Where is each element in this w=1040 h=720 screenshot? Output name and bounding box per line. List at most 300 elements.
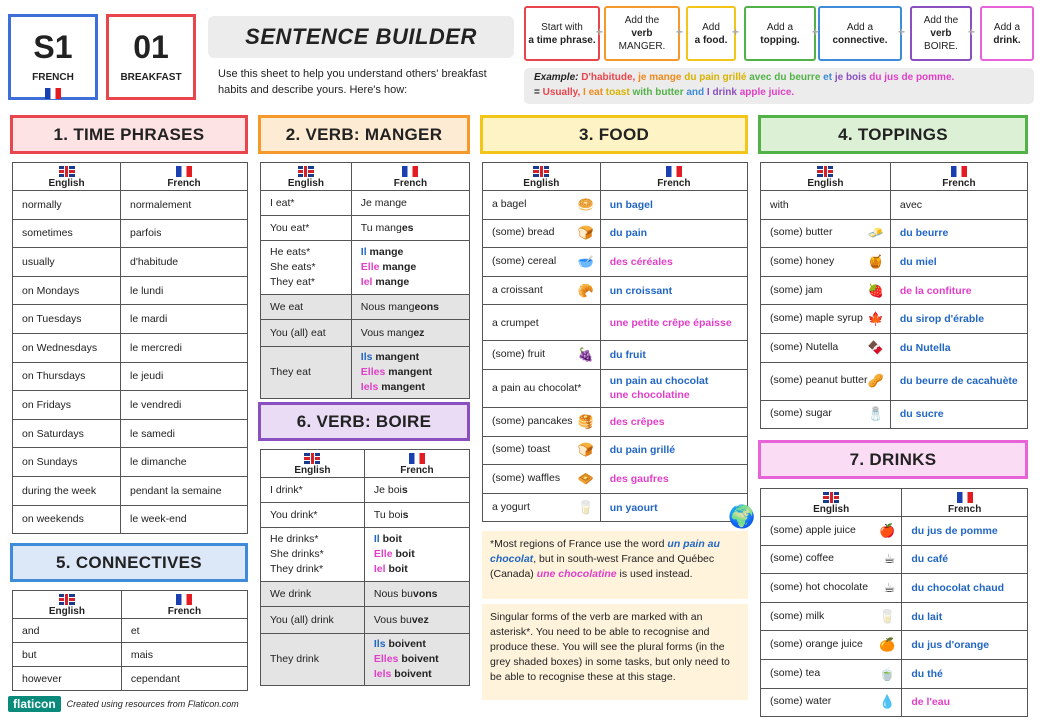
table-row <box>13 643 248 667</box>
french-cell <box>600 493 747 522</box>
french-cell <box>902 659 1028 688</box>
step-pre: Start with <box>541 21 583 33</box>
english-line: You (all) eat <box>270 326 326 339</box>
english-cell <box>761 191 891 220</box>
french-value: un pain au chocolat <box>609 375 709 388</box>
item-label: a bagel <box>492 197 527 210</box>
flaticon-logo: flaticon <box>8 696 61 712</box>
french-line <box>374 532 460 547</box>
french-ending: boit <box>392 548 415 560</box>
french-ending: mangent <box>385 366 432 378</box>
english-line: You drink* <box>270 508 318 521</box>
french-cell <box>890 276 1027 305</box>
step-text <box>993 21 1020 47</box>
french-ending: ez <box>413 326 425 339</box>
drinks-table <box>760 488 1028 717</box>
french-stem: Vous bu <box>373 613 412 626</box>
english-cell <box>261 216 352 241</box>
french-cell <box>890 191 1027 220</box>
header-french <box>121 163 248 191</box>
some-butter-icon: 🧈 <box>867 225 884 241</box>
french-cell: le week-end <box>121 505 248 534</box>
note1-text-a: *Most regions of France use the word <box>490 538 668 550</box>
footer <box>8 696 239 712</box>
table-row <box>761 517 1028 546</box>
step-text <box>832 21 887 47</box>
item-label: (some) milk <box>770 609 825 622</box>
french-ending: eons <box>414 300 439 313</box>
english-cell <box>761 305 891 334</box>
header-english <box>761 163 891 191</box>
table-row <box>261 191 470 216</box>
french-ending: vons <box>412 587 438 600</box>
french-value: des céréales <box>609 255 673 268</box>
french-cell <box>902 574 1028 603</box>
header-french-label: French <box>657 178 691 189</box>
table-header-row <box>13 591 248 619</box>
english-cell <box>261 582 365 607</box>
example-english <box>534 85 1024 100</box>
french-cell: le vendredi <box>121 391 248 420</box>
french-flag-icon <box>45 88 61 99</box>
section-toppings-header: 4. TOPPINGS <box>758 115 1028 154</box>
french-line <box>374 483 460 498</box>
french-value: du lait <box>911 610 943 623</box>
french-line <box>374 508 460 523</box>
some-sugar-icon: 🧂 <box>867 406 884 422</box>
french-cell <box>600 407 747 436</box>
english-cell <box>483 248 601 277</box>
section-food-header: 3. FOOD <box>480 115 748 154</box>
table-row <box>483 305 748 341</box>
item-label: (some) water <box>770 695 832 708</box>
table-row <box>761 659 1028 688</box>
french-flag-icon <box>951 166 967 177</box>
english-cell <box>261 295 352 320</box>
header-english-label: English <box>294 465 331 476</box>
some-jam-icon: 🍓 <box>867 282 884 298</box>
french-line <box>361 350 460 365</box>
plus-icon: + <box>897 25 905 39</box>
french-value: du jus d'orange <box>911 639 990 652</box>
note1-text-e: is used instead. <box>616 568 693 580</box>
french-cell <box>902 688 1028 717</box>
english-cell: on Mondays <box>13 276 121 305</box>
step-6 <box>910 6 972 61</box>
table-row <box>13 305 248 334</box>
french-cell <box>351 295 469 320</box>
french-cell <box>364 478 469 503</box>
english-cell <box>261 191 352 216</box>
english-cell: sometimes <box>13 219 121 248</box>
table-row <box>261 295 470 320</box>
unit-name: BREAKFAST <box>120 72 182 83</box>
french-stem: Ils <box>360 351 373 363</box>
note1-text-d: une chocolatine <box>536 568 617 580</box>
french-line <box>361 300 460 315</box>
french-value: une petite crêpe épaisse <box>609 316 732 329</box>
english-cell <box>261 347 352 399</box>
table-row <box>761 362 1028 400</box>
header-french <box>121 591 247 619</box>
table-row <box>13 419 248 448</box>
french-cell <box>600 248 747 277</box>
step-pre: Add a <box>766 21 794 33</box>
table-row <box>261 478 470 503</box>
english-cell <box>761 659 902 688</box>
plus-icon: + <box>731 25 739 39</box>
header-french-label: French <box>947 504 982 515</box>
header-french <box>351 163 469 191</box>
uk-flag-icon <box>298 166 314 177</box>
step-bold: drink. <box>993 34 1021 46</box>
header-french-label: French <box>393 178 428 189</box>
english-cell <box>761 276 891 305</box>
table-row <box>483 341 748 370</box>
uk-flag-icon <box>817 166 833 177</box>
table-row <box>13 476 248 505</box>
table-header-row <box>483 163 748 191</box>
header-english <box>261 163 352 191</box>
table-header-row <box>13 163 248 191</box>
item-label: a pain au chocolat* <box>492 382 582 395</box>
step-pre: Add a <box>993 21 1021 33</box>
english-cell: on Fridays <box>13 391 121 420</box>
english-cell <box>761 688 902 717</box>
table-row <box>761 602 1028 631</box>
connectives-table <box>12 590 248 691</box>
french-stem: Tu mang <box>360 221 402 234</box>
table-row <box>261 582 470 607</box>
item-label: (some) peanut butter <box>770 374 868 387</box>
french-value: du jus de pomme <box>911 524 998 537</box>
french-ending: mange <box>372 276 410 288</box>
french-flag-icon <box>402 166 418 177</box>
english-cell <box>261 478 365 503</box>
item-label: (some) honey <box>770 254 835 267</box>
french-value: du café <box>911 553 949 566</box>
example-fr-part: je bois <box>832 72 867 83</box>
table-row <box>483 436 748 465</box>
table-row <box>483 369 748 407</box>
header-english-label: English <box>287 178 324 189</box>
english-line: He drinks* <box>270 533 319 545</box>
table-row <box>13 505 248 534</box>
english-cell: on Sundays <box>13 448 121 477</box>
header-english-label: English <box>48 178 85 189</box>
item-label: a crumpet <box>492 316 539 329</box>
french-cell <box>902 602 1028 631</box>
english-cell <box>761 574 902 603</box>
french-cell <box>600 219 747 248</box>
english-line: We eat <box>270 300 304 313</box>
table-row <box>483 276 748 305</box>
globe-icon: 🌍 <box>728 504 756 529</box>
french-value: un croissant <box>609 284 673 297</box>
french-cell: normalement <box>121 191 248 220</box>
french-cell <box>890 305 1027 334</box>
item-label: (some) Nutella <box>770 340 839 353</box>
french-stem: Elles <box>360 366 386 378</box>
item-label: (some) fruit <box>492 348 546 361</box>
example-en-part: I eat <box>580 87 604 98</box>
english-cell <box>761 248 891 277</box>
table-row <box>761 631 1028 660</box>
table-row <box>761 400 1028 429</box>
table-row <box>261 347 470 399</box>
item-label: (some) orange juice <box>770 638 863 651</box>
example-french <box>534 70 1024 85</box>
english-line: They eat <box>270 366 311 378</box>
french-line <box>374 562 460 577</box>
some-nutella-icon: 🍫 <box>867 339 884 355</box>
french-cell <box>600 341 747 370</box>
french-line <box>361 326 460 341</box>
table-row <box>483 407 748 436</box>
french-value: du sucre <box>899 408 944 421</box>
french-ending: mange <box>379 261 417 273</box>
section-boire-header: 6. VERB: BOIRE <box>258 402 470 441</box>
french-cell <box>600 191 747 220</box>
english-line: You eat* <box>270 221 310 234</box>
example-fr-part: D'habitude, <box>581 72 636 83</box>
some-cereal-icon: 🥣 <box>577 253 594 269</box>
french-stem: Iel <box>373 563 386 575</box>
example-en-part: toast <box>603 87 630 98</box>
french-ending: s <box>401 483 408 496</box>
example-fr-part: je mange <box>635 72 682 83</box>
french-stem: Iels <box>360 381 379 393</box>
french-stem: Elle <box>373 548 393 560</box>
intro-text: Use this sheet to help you understand others' breakfast habits and describe yours. Here's how: <box>218 68 487 96</box>
table-row <box>261 216 470 241</box>
some-hot-chocolate-icon: ☕ <box>883 579 896 595</box>
some-pancakes-icon: 🥞 <box>577 413 594 429</box>
step-4 <box>744 6 816 61</box>
french-value: du thé <box>911 667 943 680</box>
step-bold: verb <box>631 28 653 39</box>
french-line <box>374 547 460 562</box>
english-cell <box>261 503 365 528</box>
a-croissant-icon: 🥐 <box>577 282 594 298</box>
french-flag-icon <box>176 166 192 177</box>
stage-box <box>8 14 98 100</box>
some-tea-icon: 🍵 <box>879 665 896 681</box>
french-cell: parfois <box>121 219 248 248</box>
english-cell: on Wednesdays <box>13 333 121 362</box>
french-line <box>361 260 460 275</box>
table-row <box>13 276 248 305</box>
step-1 <box>524 6 600 61</box>
step-text <box>528 21 595 47</box>
header-english <box>261 450 365 478</box>
header-english-label: English <box>813 504 850 515</box>
french-line <box>374 637 460 652</box>
english-cell: on Thursdays <box>13 362 121 391</box>
french-cell <box>364 582 469 607</box>
english-cell <box>261 241 352 295</box>
english-cell <box>483 219 601 248</box>
french-flag-icon <box>666 166 682 177</box>
french-cell <box>902 631 1028 660</box>
french-cell <box>600 436 747 465</box>
french-value: du chocolat chaud <box>911 581 1005 594</box>
some-apple-juice-icon: 🍎 <box>879 522 896 538</box>
header-english <box>13 591 122 619</box>
section-drinks-header: 7. DRINKS <box>758 440 1028 479</box>
step-3 <box>686 6 736 61</box>
english-cell: on weekends <box>13 505 121 534</box>
some-waffles-icon: 🧇 <box>577 470 594 486</box>
french-ending: mangent <box>378 381 425 393</box>
item-label: with <box>770 198 789 211</box>
french-value: du miel <box>899 255 937 268</box>
french-flag-icon <box>957 492 973 503</box>
unit-box <box>106 14 196 100</box>
english-cell: on Saturdays <box>13 419 121 448</box>
french-line <box>374 667 460 682</box>
french-value: du pain <box>609 227 648 240</box>
french-stem: Vous mang <box>360 326 414 339</box>
table-header-row <box>761 489 1028 517</box>
french-line <box>374 652 460 667</box>
english-cell: however <box>13 667 122 691</box>
step-bold: topping. <box>760 34 800 46</box>
table-row <box>261 241 470 295</box>
french-ending: boit <box>379 533 402 545</box>
table-row <box>13 448 248 477</box>
english-line: We drink <box>270 587 312 600</box>
english-cell <box>483 407 601 436</box>
table-row <box>483 191 748 220</box>
french-value: du beurre de cacahuète <box>899 375 1018 388</box>
item-label: (some) toast <box>492 443 551 456</box>
english-line: I drink* <box>270 483 303 496</box>
french-cell <box>890 333 1027 362</box>
table-row <box>13 333 248 362</box>
note1-text-b: un pain au chocolat <box>490 538 720 565</box>
french-cell <box>351 216 469 241</box>
table-row <box>761 574 1028 603</box>
french-cell <box>364 503 469 528</box>
example-en-part: and <box>683 87 705 98</box>
french-ending: vez <box>411 613 429 626</box>
header-french <box>890 163 1027 191</box>
english-cell <box>483 436 601 465</box>
french-cell: le dimanche <box>121 448 248 477</box>
table-row <box>13 248 248 277</box>
french-value: des gaufres <box>609 472 669 485</box>
english-line: She eats* <box>270 261 316 273</box>
table-header-row <box>261 450 470 478</box>
header-french <box>600 163 747 191</box>
table-row <box>761 248 1028 277</box>
french-ending: mange <box>366 246 404 258</box>
uk-flag-icon <box>823 492 839 503</box>
english-cell <box>761 602 902 631</box>
french-line <box>361 365 460 380</box>
some-water-icon: 💧 <box>879 694 896 710</box>
step-5 <box>818 6 902 61</box>
table-header-row <box>761 163 1028 191</box>
item-label: (some) apple juice <box>770 523 856 536</box>
english-cell <box>761 545 902 574</box>
plus-icon: + <box>595 25 603 39</box>
table-row <box>13 219 248 248</box>
header-french <box>902 489 1028 517</box>
item-label: (some) bread <box>492 226 555 239</box>
table-row <box>761 688 1028 717</box>
item-label: (some) cereal <box>492 254 557 267</box>
table-row <box>761 191 1028 220</box>
french-flag-icon <box>409 453 425 464</box>
time-phrases-table <box>12 162 248 534</box>
english-line: She drinks* <box>270 548 324 560</box>
step-post: BOIRE. <box>924 41 958 52</box>
uk-flag-icon <box>59 594 75 605</box>
table-row <box>13 667 248 691</box>
some-coffee-icon: ☕ <box>883 551 896 567</box>
french-stem: Je mange <box>360 196 407 209</box>
french-cell <box>890 400 1027 429</box>
french-value: des crêpes <box>609 415 665 428</box>
table-row <box>13 362 248 391</box>
header-english <box>483 163 601 191</box>
header-french-label: French <box>400 465 434 476</box>
header-french-label: French <box>167 606 202 617</box>
french-value: du fruit <box>609 349 646 362</box>
english-line: They drink <box>270 653 320 665</box>
french-stem: Nous bu <box>373 587 413 600</box>
uk-flag-icon <box>304 453 320 464</box>
english-line: You (all) drink <box>270 613 334 626</box>
french-line <box>361 245 460 260</box>
french-line <box>374 613 460 628</box>
verb-forms-note: Singular forms of the verb are marked with an asterisk*. You need to be able to recognise and produce these. You will see the plural forms (in the grey shaded boxes) in some tasks, but only need to be able to recognise these at this stage. <box>482 604 748 700</box>
item-label: (some) waffles <box>492 471 561 484</box>
example-label: Example: <box>534 72 579 83</box>
header-french-label: French <box>942 178 976 189</box>
french-line <box>361 380 460 395</box>
example-equals: = <box>534 87 540 98</box>
step-text <box>695 21 728 47</box>
french-cell <box>600 276 747 305</box>
french-cell: d'habitude <box>121 248 248 277</box>
french-value: un bagel <box>609 198 653 211</box>
a-yogurt-icon: 🥛 <box>577 499 594 515</box>
some-bread-icon: 🍞 <box>577 225 594 241</box>
french-cell <box>600 369 747 407</box>
header-french-label: French <box>167 178 201 189</box>
table-row <box>761 333 1028 362</box>
table-row <box>13 191 248 220</box>
english-cell: during the week <box>13 476 121 505</box>
step-pre: Add a <box>846 21 874 33</box>
french-cell <box>351 191 469 216</box>
english-cell: but <box>13 643 122 667</box>
section-time-phrases-header: 1. TIME PHRASES <box>10 115 248 154</box>
step-text <box>760 21 799 47</box>
english-line: They eat* <box>270 276 315 288</box>
some-milk-icon: 🥛 <box>879 608 896 624</box>
example-en-part: I drink <box>704 87 737 98</box>
table-row <box>13 619 248 643</box>
french-ending: boivent <box>398 653 439 665</box>
language-label: FRENCH <box>32 72 74 83</box>
item-label: (some) coffee <box>770 552 834 565</box>
english-cell: on Tuesdays <box>13 305 121 334</box>
french-value-alt: une chocolatine <box>609 389 690 402</box>
